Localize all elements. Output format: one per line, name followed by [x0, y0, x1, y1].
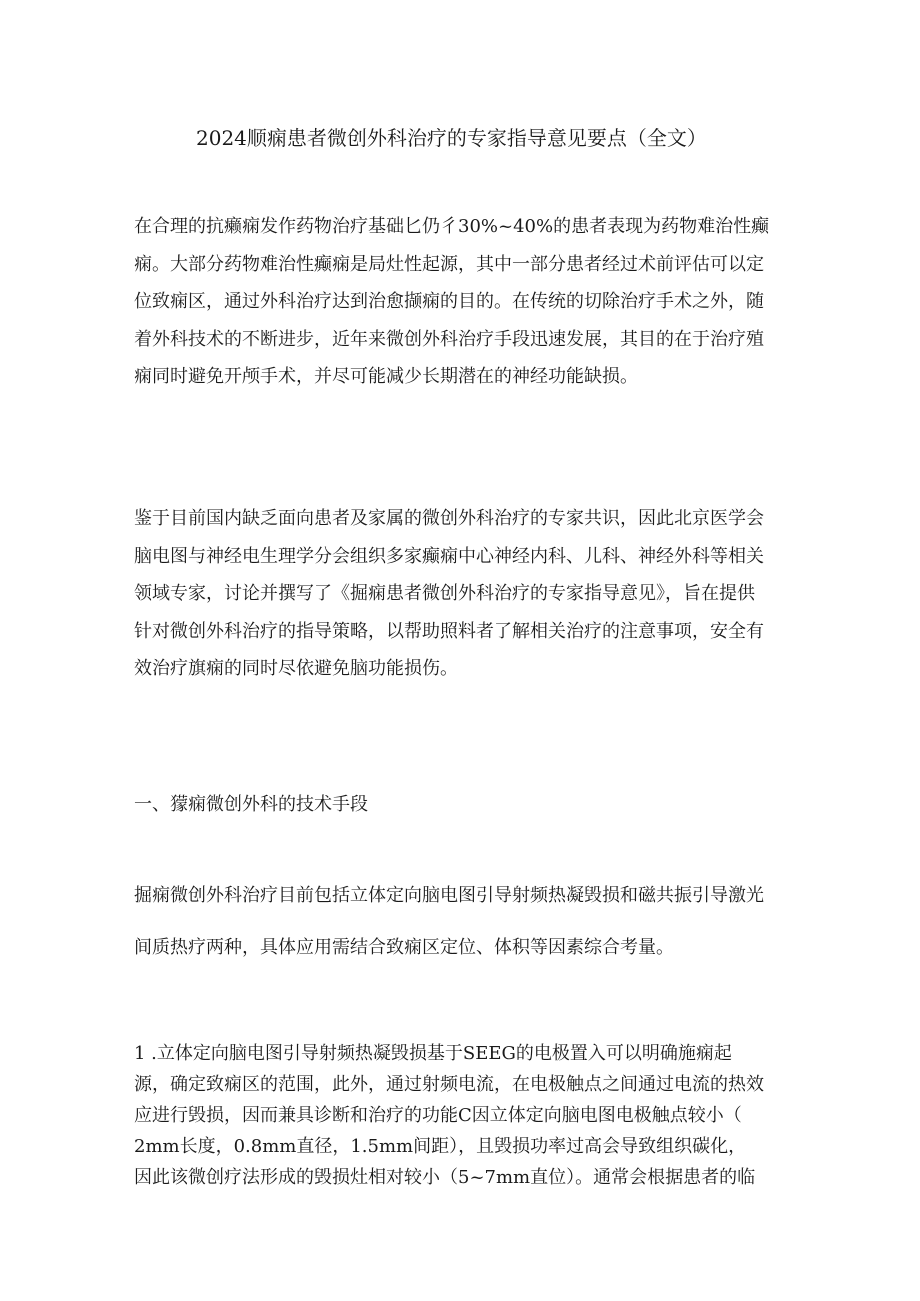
text-line: 1 .立体定向脑电图引导射频热凝毁损基于SEEG的电极置入可以明确施痫起: [134, 1043, 732, 1064]
text-line: 2mm长度，0.8mm直径，1.5mm间距），且毁损功率过高会导致组织碳化，: [134, 1136, 747, 1157]
paragraph-background: [134, 500, 794, 688]
document-title: 2024顺痫患者微创外科治疗的专家指导意见要点（全文）: [196, 126, 707, 150]
text-line: 掘痫微创外科治疗目前包括立体定向脑电图引导射频热凝毁损和磁共振引导激光: [134, 885, 764, 906]
text-line: 痫。大部分药物难治性癫痫是局灶性起源，其中一部分患者经过术前评估可以定: [134, 253, 764, 275]
text-line: 效治疗旗痫的同时尽依避免脑功能损伤。: [134, 658, 458, 679]
text-line: 因此该微创疗法形成的毁损灶相对较小（5~7mm直位）。通常会根据患者的临: [134, 1167, 756, 1188]
text-line: 针对微创外科治疗的指导策略，以帮助照料者了解相关治疗的注意事项，安全有: [134, 620, 764, 642]
text-line: 领域专家，讨论并撰写了《掘痫患者微创外科治疗的专家指导意见》，旨在提供: [134, 583, 755, 604]
text-line: 痫同时避免开颅手术，并尽可能减少长期潜在的神经功能缺损。: [134, 366, 638, 387]
text-line: 脑电图与神经电生理学分会组织多家癫痫中心神经内科、儿科、神经外科等相关: [134, 545, 764, 567]
text-line: 在合理的抗癞痫发作药物治疗基础匕仍彳30%~40%的患者表现为药物难治性癫: [134, 216, 770, 237]
text-line: 源，确定致痫区的范围，此外，通过射频电流，在电极触点之间通过电流的热效: [134, 1074, 764, 1095]
text-line: 应进行毁损，因而兼具诊断和治疗的功能C因立体定向脑电图电极触点较小（: [134, 1105, 742, 1126]
paragraph-intro: [134, 208, 794, 396]
paragraph-rf-thermocoagulation: [134, 1038, 794, 1193]
section-heading: [134, 790, 794, 820]
text-line: 间质热疗两种，具体应用需结合致痫区定位、体积等因素综合考量。: [134, 937, 674, 958]
text-line: 着外科技术的不断进步，近年来微创外科治疗手段迅速发展，其目的在于治疗殖: [134, 328, 764, 350]
paragraph-techniques: [134, 881, 794, 985]
text-line: 位致痫区，通过外科治疗达到治愈撷痫的目的。在传统的切除治疗手术之外，随: [134, 291, 764, 312]
text-line: 鉴于目前国内缺乏面向患者及家属的微创外科治疗的专家共识，因此北京医学会: [134, 508, 764, 529]
section-heading-text: 一、獴痫微创外科的技术手段: [134, 794, 368, 815]
